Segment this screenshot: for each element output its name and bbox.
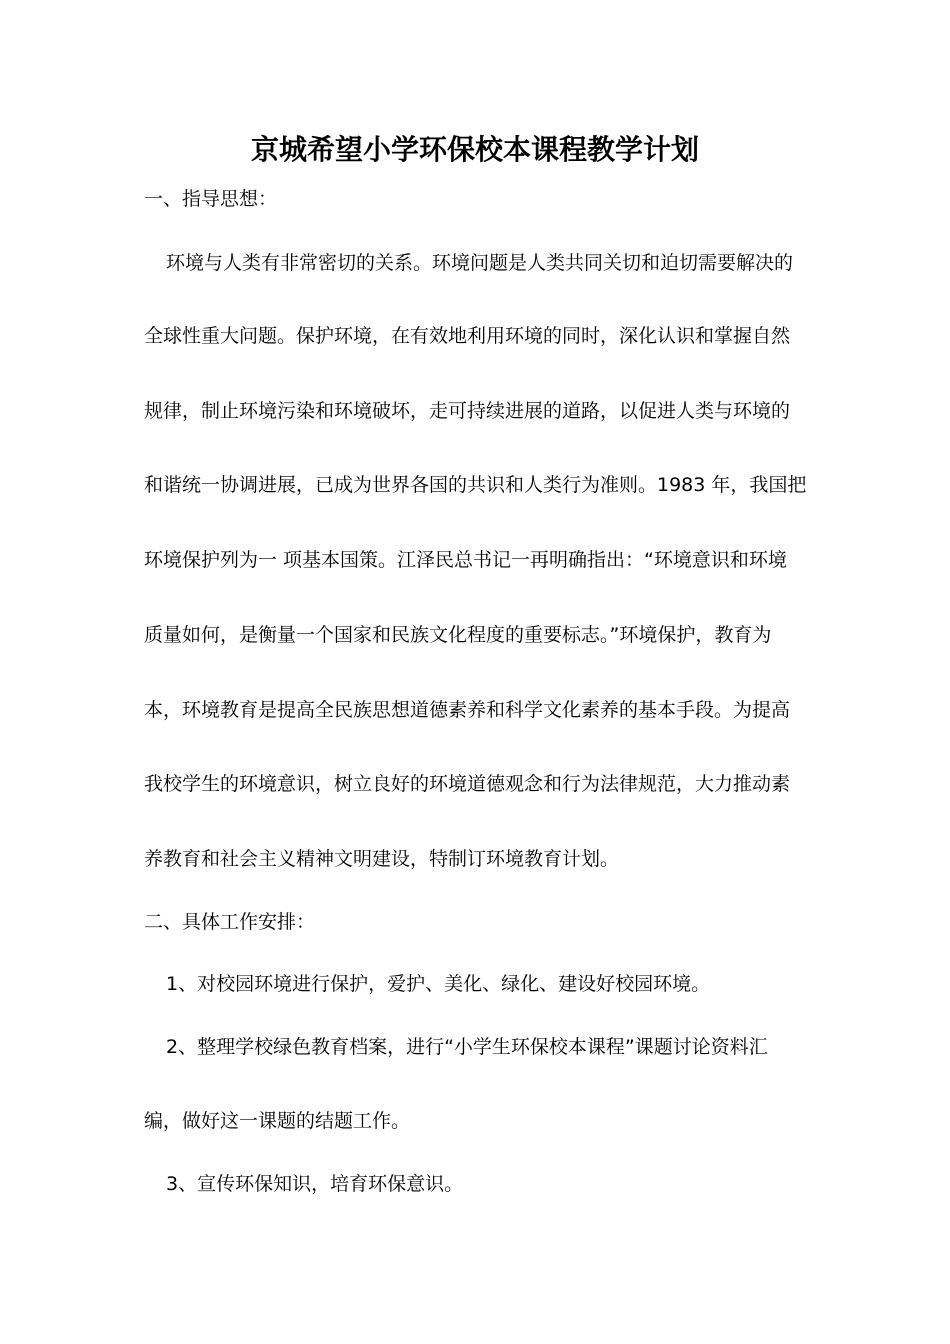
paragraph-line: 规律，制止环境污染和环境破坏，走可持续进展的道路，以促进人类与环境的	[144, 400, 791, 422]
paragraph-line: 本，环境教育是提高全民族思想道德素养和科学文化素养的基本手段。为提高	[144, 699, 791, 721]
list-item: 2、整理学校绿色教育档案，进行“小学生环保校本课程”课题讨论资料汇	[166, 1036, 768, 1058]
list-item: 1、对校园环境进行保护，爱护、美化、绿化、建设好校园环境。	[166, 973, 711, 995]
section-heading-work-arrangement: 二、具体工作安排：	[144, 911, 316, 933]
list-item: 3、宣传环保知识，培育环保意识。	[166, 1173, 464, 1195]
list-item-continuation: 编，做好这一课题的结题工作。	[144, 1110, 411, 1132]
paragraph-line: 和谐统一协调进展，已成为世界各国的共识和人类行为准则。1983 年，我国把	[144, 474, 807, 496]
paragraph-line: 养教育和社会主义精神文明建设，特制订环境教育计划。	[144, 848, 620, 870]
paragraph-line: 全球性重大问题。保护环境，在有效地利用环境的同时，深化认识和掌握自然	[144, 325, 791, 347]
paragraph-line: 我校学生的环境意识，树立良好的环境道德观念和行为法律规范，大力推动素	[144, 773, 791, 795]
paragraph-line: 质量如何，是衡量一个国家和民族文化程度的重要标志。”环境保护，教育为	[144, 624, 772, 646]
document-title: 京城希望小学环保校本课程教学计划	[250, 133, 699, 166]
paragraph-line: 环境与人类有非常密切的关系。环境问题是人类共同关切和迫切需要解决的	[166, 252, 794, 274]
section-heading-guiding-ideology: 一、指导思想：	[144, 188, 278, 210]
paragraph-line: 环境保护列为一 项基本国策。江泽民总书记一再明确指出：“环境意识和环境	[144, 549, 787, 571]
